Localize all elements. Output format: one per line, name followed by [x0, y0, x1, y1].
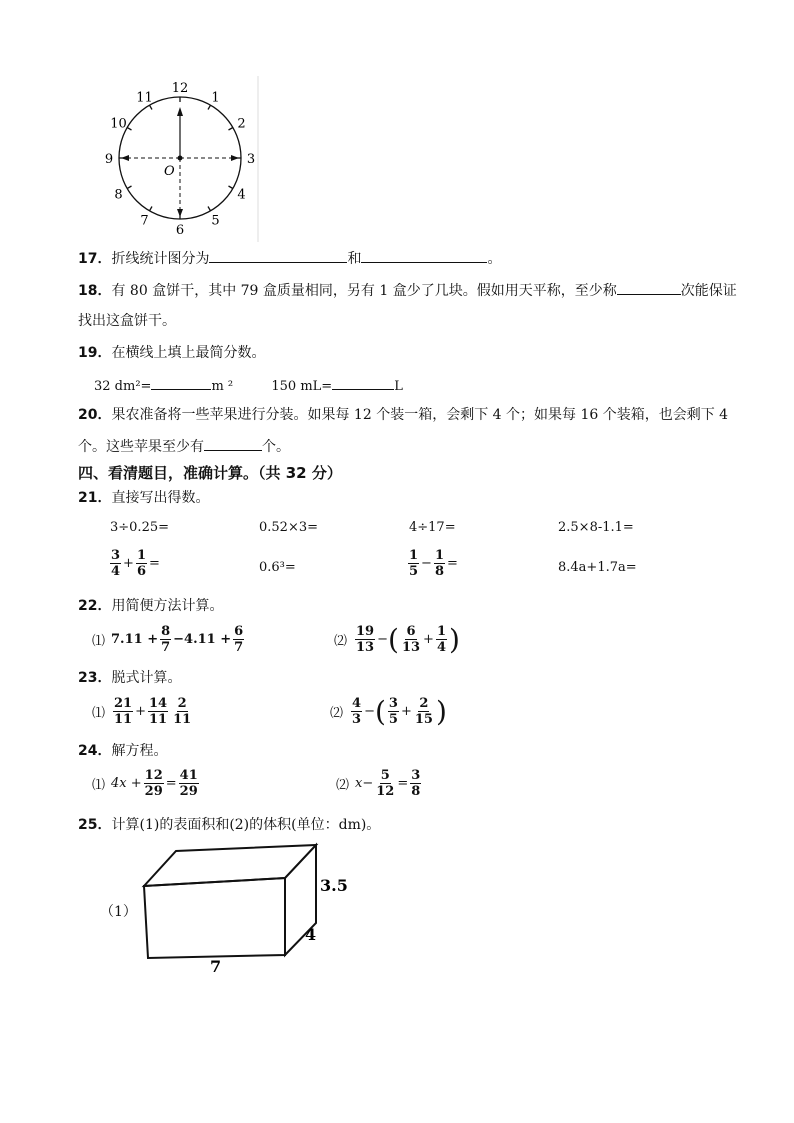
question-20 [78, 405, 728, 425]
question-text: 解方程。 [111, 743, 168, 759]
question-21 [78, 488, 209, 508]
question-text: 次能保证 [680, 283, 737, 299]
clock-number: 2 [237, 116, 246, 132]
fraction: $\frac{19}{13}$ [356, 624, 375, 655]
fraction: $\frac{5}{12}$ [376, 768, 395, 799]
clock-tick [150, 206, 153, 210]
dim-length: 7 [210, 957, 222, 976]
clock-number: 5 [211, 213, 220, 229]
q23-part2: ⑵ $\frac{4}{3}$ − ( $\frac{3}{5}$ + $\frac{2}{15}$ ) [330, 694, 447, 728]
fraction: $\frac{1}{8}$ [434, 548, 444, 579]
question-17 [78, 248, 501, 269]
question-text: 在横线上填上最简分数。 [111, 345, 266, 361]
dim-height: 3.5 [320, 876, 348, 895]
question-text: 直接写出得数。 [111, 490, 210, 506]
clock-tick [228, 128, 232, 131]
fraction: $\frac{2}{15}$ [414, 696, 433, 727]
question-number: 17． [78, 251, 112, 267]
clock-number: 8 [114, 187, 123, 203]
fraction: $\frac{3}{8}$ [411, 768, 421, 799]
q21-r1c2: 0.52×3= [259, 520, 319, 535]
fraction: $\frac{4}{3}$ [352, 696, 362, 727]
q22-part2: ⑵ $\frac{19}{13}$ − ( $\frac{6}{13}$ + $\frac{1}{4}$ ) [334, 622, 460, 656]
question-text: 折线统计图分为 [111, 251, 210, 267]
clock-tick [208, 105, 211, 109]
fraction: $\frac{3}{4}$ [111, 548, 121, 579]
question-text: 用简便方法计算。 [111, 598, 224, 614]
question-number: 24． [78, 743, 112, 759]
question-number: 19． [78, 345, 112, 361]
question-text: 计算(1)的表面积和(2)的体积(单位：dm)。 [111, 817, 381, 833]
q21-r1c1: 3÷0.25= [110, 520, 170, 535]
question-19 [78, 343, 265, 363]
clock-number: 7 [140, 213, 149, 229]
fraction: $\frac{6}{13}$ [401, 624, 421, 655]
q21-r2c4: 8.4a+1.7a= [558, 560, 637, 575]
clock-tick [127, 128, 131, 131]
answer-blank[interactable] [332, 375, 394, 390]
question-text: 有 80 盒饼干，其中 79 盒质量相同，另有 1 盒少了几块。假如用天平称，至少称 [111, 283, 617, 299]
q19-a-unit: m ² [211, 379, 234, 394]
question-number: 20． [78, 407, 112, 423]
fraction: $\frac{2}{11}$ [173, 696, 192, 727]
question-text: 个。 [262, 439, 290, 455]
q24-part2: ⑵ x− $\frac{5}{12}$ = $\frac{3}{8}$ [336, 768, 421, 799]
clock-number: 3 [246, 152, 256, 167]
question-number: 18． [78, 283, 112, 299]
question-number: 25． [78, 817, 112, 833]
q21-r2c3: $\frac{1}{5}$ − $\frac{1}{8}$ = [409, 548, 458, 579]
clock-tick [150, 105, 153, 109]
question-18 [78, 280, 737, 301]
clock-number: 1 [211, 90, 220, 106]
fraction: $\frac{3}{5}$ [388, 696, 398, 727]
q19-b-unit: L [394, 379, 403, 394]
question-text: 。 [487, 251, 502, 267]
clock-tick [228, 186, 232, 189]
question-23 [78, 668, 181, 688]
clock-center [178, 156, 183, 161]
question-number: 23． [78, 670, 112, 686]
q23-part1: ⑴ $\frac{21}{11}$ + $\frac{14}{11}$ $\frac{2}{11}$ [92, 696, 192, 727]
q21-r1c3: 4÷17= [409, 520, 456, 535]
clock-number: 12 [171, 81, 189, 96]
fraction: $\frac{12}{29}$ [144, 768, 163, 799]
dim-width: 4 [305, 925, 317, 944]
q21-r1c4: 2.5×8-1.1= [558, 520, 634, 535]
fraction: $\frac{8}{7}$ [161, 624, 171, 655]
q19-b-left: 150 mL= [271, 379, 333, 394]
fraction: $\frac{14}{11}$ [149, 696, 168, 727]
q21-r2c1: $\frac{3}{4}$ + $\frac{1}{6}$ = [111, 548, 160, 579]
cuboid-figure [140, 840, 360, 980]
q19-items [94, 375, 403, 394]
figure-label: （1） [100, 904, 137, 920]
question-text: 个。这些苹果至少有 [78, 439, 204, 455]
minute-hand-arrow [177, 107, 183, 116]
clock-number: 4 [237, 187, 246, 203]
question-text: 果农准备将一些苹果进行分装。如果每 12 个装一箱，会剩下 4 个；如果每 16 个装箱，也会剩下 4 [111, 407, 729, 423]
question-number: 21． [78, 490, 112, 506]
answer-blank[interactable] [209, 248, 347, 263]
answer-blank[interactable] [151, 375, 211, 390]
answer-blank[interactable] [617, 280, 681, 295]
q22-part1: ⑴ 7.11 + $\frac{8}{7}$ −4.11 + $\frac{6}{7}$ [92, 624, 244, 655]
clock-tick [208, 206, 211, 210]
fraction: $\frac{1}{4}$ [436, 624, 446, 655]
clock-number: 11 [136, 90, 153, 106]
clock-number: 9 [104, 152, 114, 167]
fraction: $\frac{1}{6}$ [136, 548, 146, 579]
question-22 [78, 596, 223, 616]
fraction: $\frac{41}{29}$ [179, 768, 198, 799]
clock-tick [127, 186, 131, 189]
clock-number: 6 [175, 223, 185, 238]
question-text: 脱式计算。 [111, 670, 182, 686]
question-18-line2: 找出这盒饼干。 [78, 313, 176, 329]
answer-blank[interactable] [361, 248, 487, 263]
question-24 [78, 741, 167, 761]
answer-blank[interactable] [204, 436, 262, 451]
question-number: 22． [78, 598, 112, 614]
q21-r2c2: 0.6³= [259, 560, 296, 575]
question-text: 和 [347, 251, 362, 267]
fraction: $\frac{6}{7}$ [234, 624, 244, 655]
clock-center-label: O [164, 164, 175, 179]
section-title: 四、看清题目，准确计算。（共 32 分） [78, 464, 342, 482]
clock-figure [100, 74, 270, 244]
q19-a-left: 32 dm²= [94, 379, 152, 394]
clock-number: 10 [110, 116, 127, 132]
question-25 [78, 815, 380, 835]
q24-part1: ⑴ 4x + $\frac{12}{29}$ = $\frac{41}{29}$ [92, 768, 198, 799]
fraction: $\frac{21}{11}$ [114, 696, 133, 727]
question-20-line2 [78, 436, 290, 457]
fraction: $\frac{1}{5}$ [409, 548, 419, 579]
